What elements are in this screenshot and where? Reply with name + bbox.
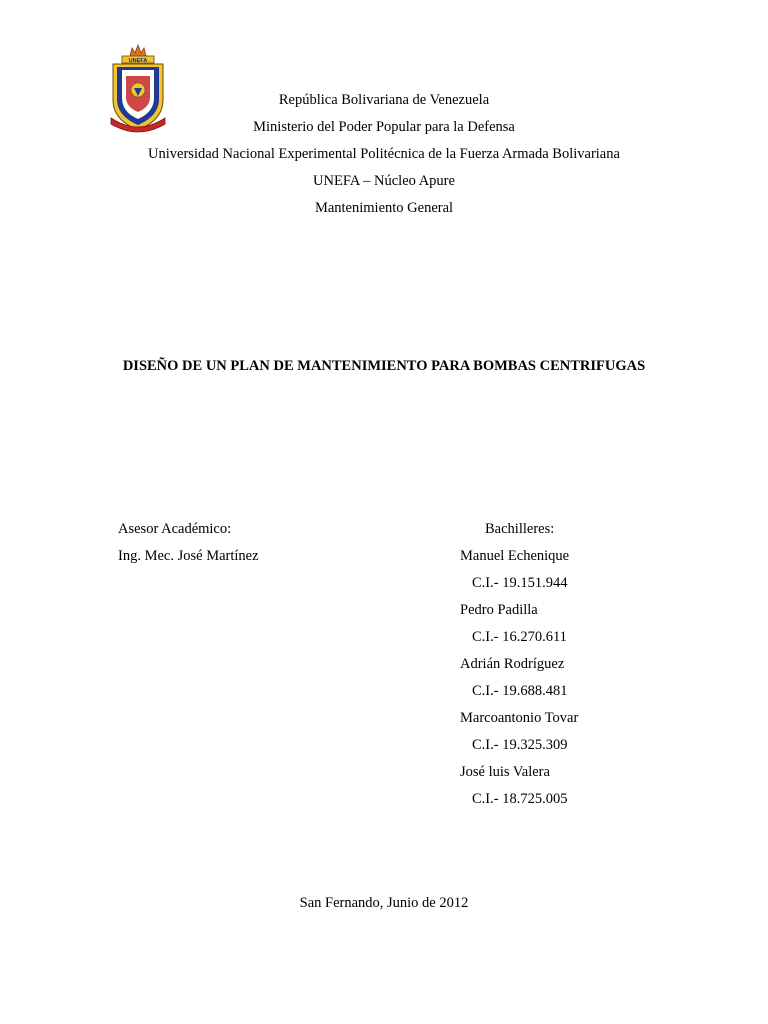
- student-entry: [460, 707, 578, 761]
- header-country: República Bolivariana de Venezuela: [278, 92, 490, 108]
- student-entry: [460, 545, 578, 599]
- advisor-block: [118, 518, 259, 572]
- header-university: Universidad Nacional Experimental Politécnica de la Fuerza Armada Bolivariana: [148, 146, 620, 162]
- student-name: Marcoantonio Tovar: [460, 710, 579, 726]
- student-name: José luis Valera: [460, 764, 550, 780]
- header-course: Mantenimiento General: [314, 200, 454, 216]
- student-entry: [460, 599, 578, 653]
- student-name: Pedro Padilla: [460, 602, 538, 618]
- students-label: Bachilleres:: [485, 521, 555, 537]
- header-campus: UNEFA – Núcleo Apure: [313, 173, 455, 189]
- student-ci: C.I.- 19.151.944: [472, 575, 568, 591]
- student-name: Manuel Echenique: [460, 548, 570, 564]
- logo-banner-text: UNEFA: [128, 58, 148, 64]
- student-ci: C.I.- 19.325.309: [472, 737, 568, 753]
- advisor-label: Asesor Académico:: [118, 521, 232, 537]
- student-ci: C.I.- 18.725.005: [472, 791, 568, 807]
- student-name: Adrián Rodríguez: [460, 656, 565, 672]
- institution-header: [0, 89, 768, 224]
- student-entry: [460, 653, 578, 707]
- place-date: San Fernando, Junio de 2012: [299, 895, 469, 911]
- students-list: [460, 545, 578, 815]
- header-ministry: Ministerio del Poder Popular para la Defensa: [253, 119, 515, 135]
- student-ci: C.I.- 16.270.611: [472, 629, 567, 645]
- student-entry: [460, 761, 578, 815]
- student-ci: C.I.- 19.688.481: [472, 683, 568, 699]
- advisor-name: Ing. Mec. José Martínez: [118, 548, 259, 564]
- document-title: DISEÑO DE UN PLAN DE MANTENIMIENTO PARA BOMBAS CENTRIFUGAS: [122, 358, 646, 374]
